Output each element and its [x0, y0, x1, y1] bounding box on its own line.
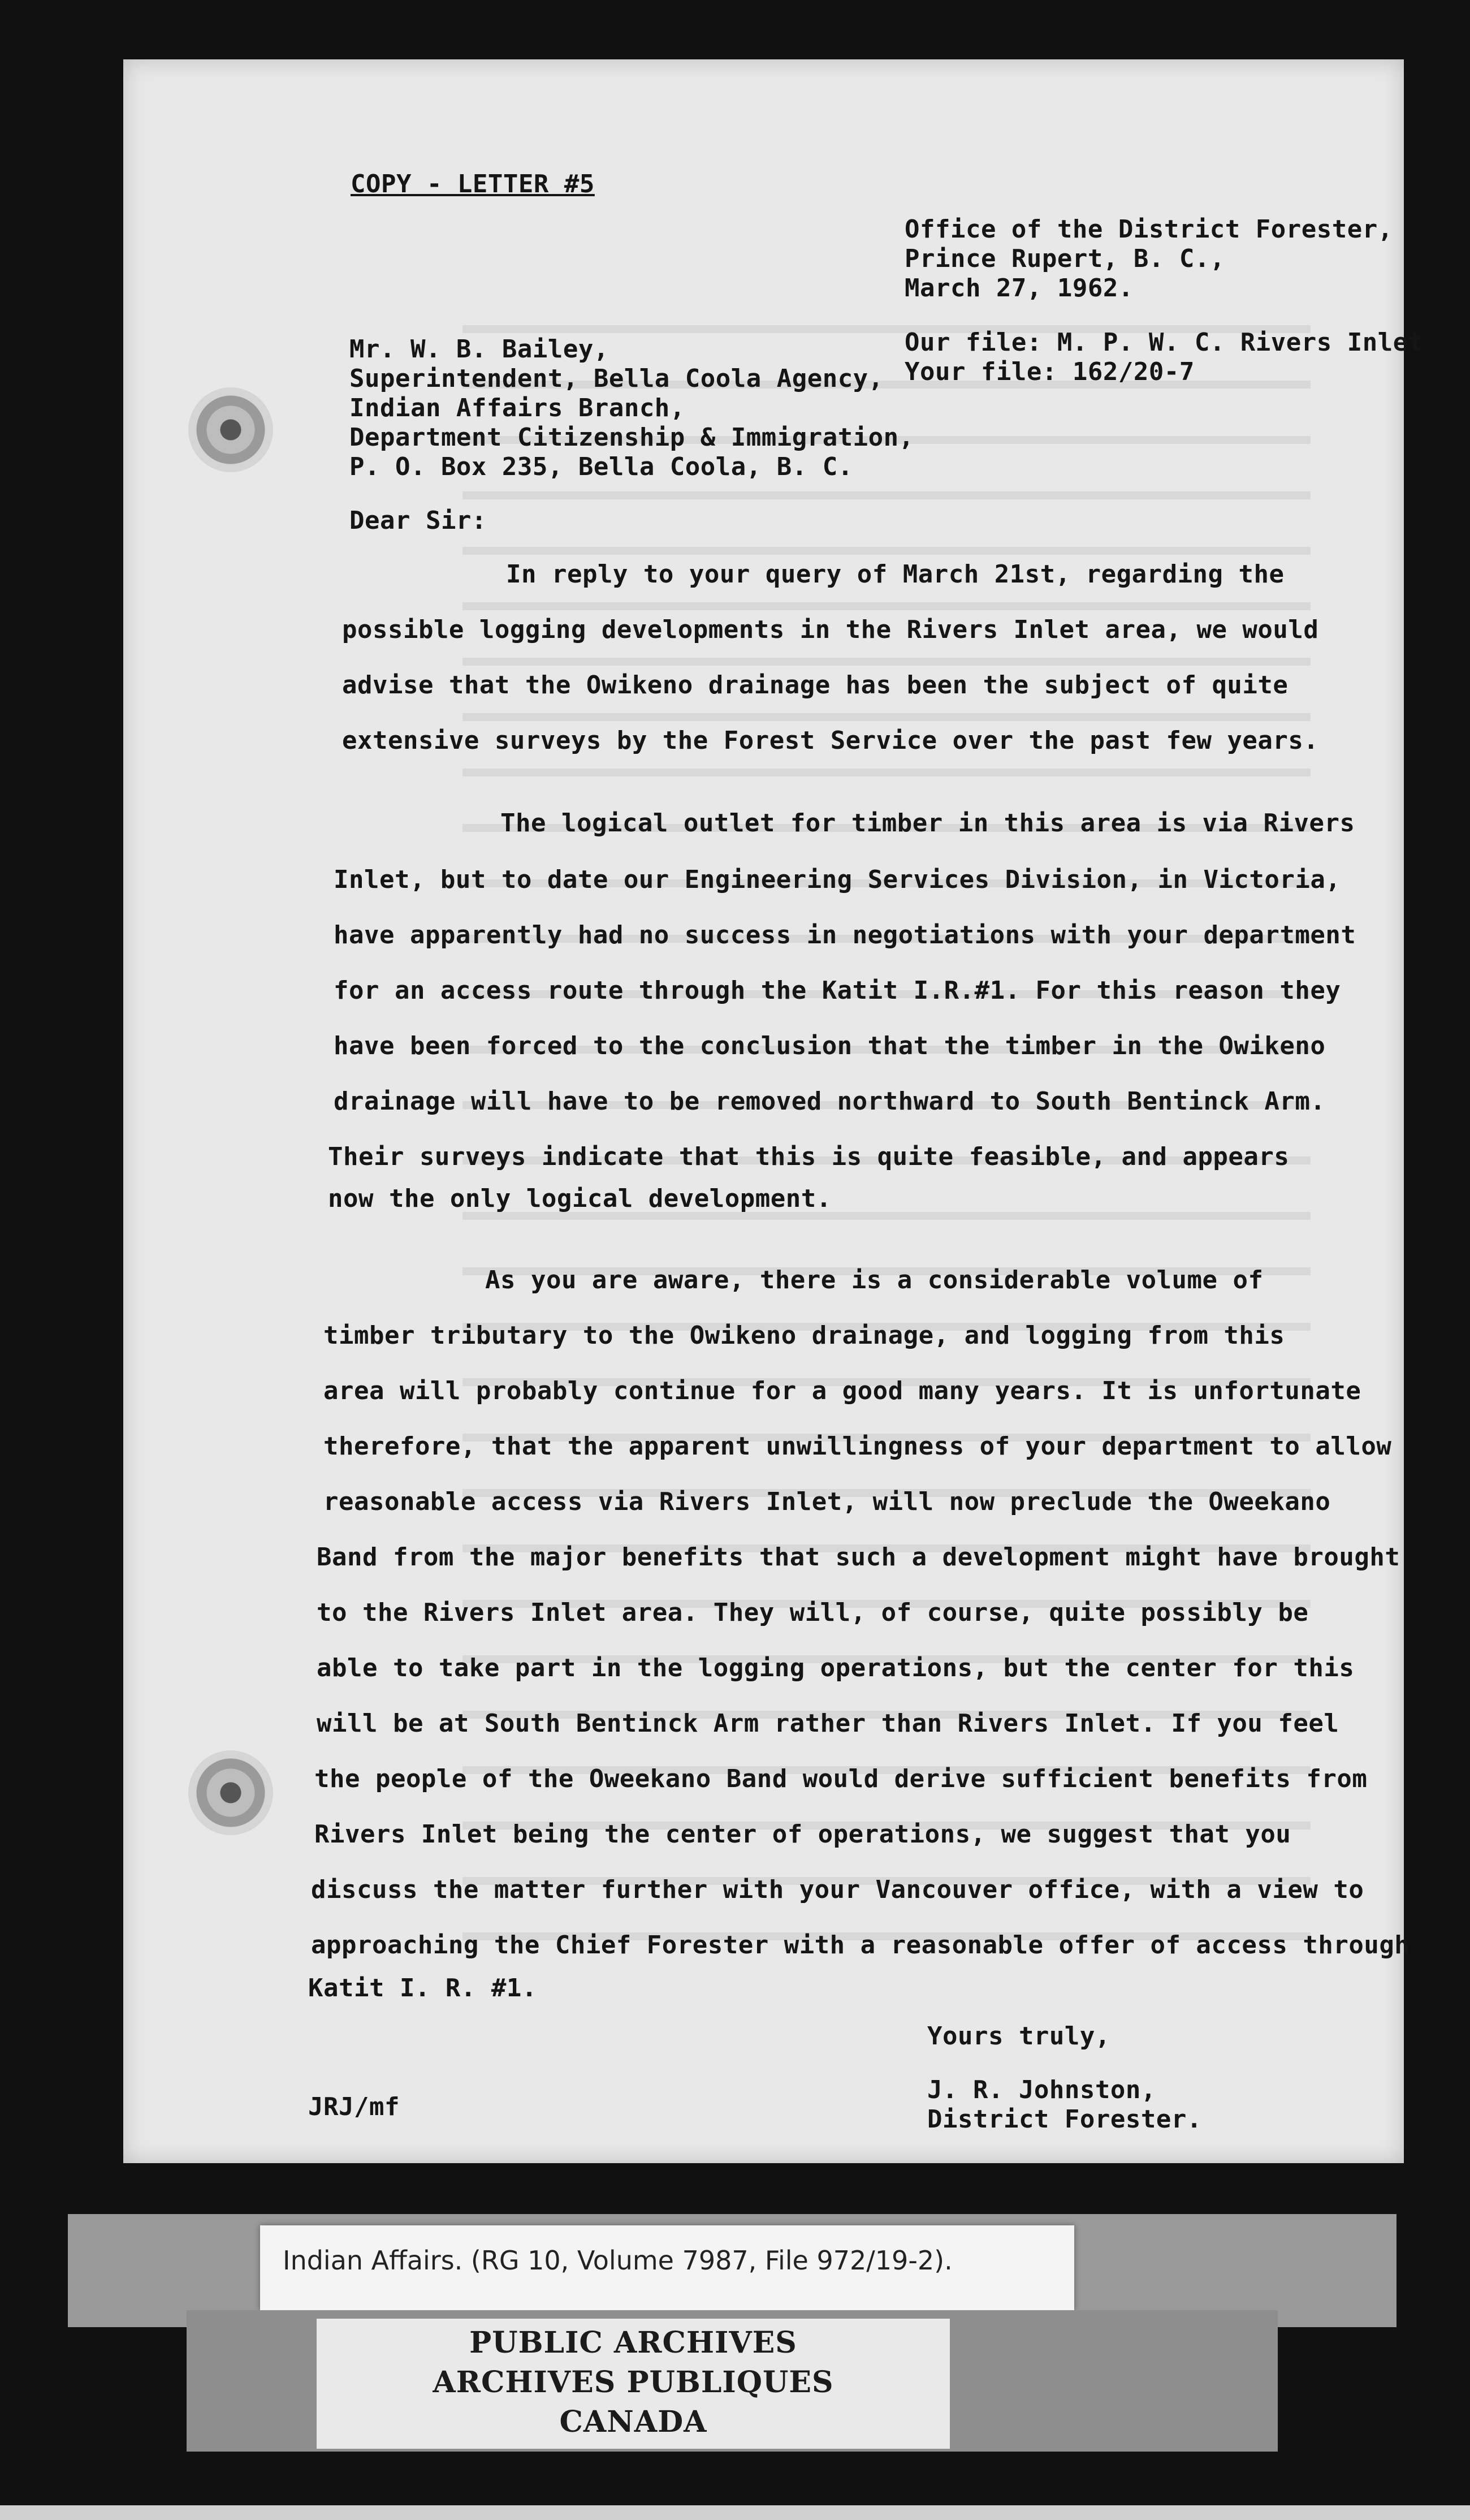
addressee-line: Department Citizenship & Immigration, [349, 423, 914, 452]
body-line: The logical outlet for timber in this area is via Rivers [500, 809, 1355, 838]
signature-name: J. R. Johnston, [927, 2075, 1156, 2104]
body-line: In reply to your query of March 21st, regarding the [506, 560, 1285, 589]
office-line: Office of the District Forester, [905, 215, 1393, 244]
body-line: discuss the matter further with your Vancouver office, with a view to [311, 1875, 1364, 1904]
typist-initials: JRJ/mf [308, 2092, 400, 2121]
body-line: to the Rivers Inlet area. They will, of course, quite possibly be [317, 1598, 1309, 1627]
body-line: possible logging developments in the Rivers Inlet area, we would [342, 615, 1319, 644]
stamp-line-fr: ARCHIVES PUBLIQUES [433, 2365, 834, 2400]
salutation: Dear Sir: [349, 506, 487, 535]
addressee-line: Superintendent, Bella Coola Agency, [349, 364, 884, 393]
body-line: Inlet, but to date our Engineering Services Division, in Victoria, [334, 865, 1341, 894]
addressee-line: Mr. W. B. Bailey, [349, 335, 609, 364]
copy-heading: COPY - LETTER #5 [351, 170, 595, 199]
body-line: Rivers Inlet being the center of operations, we suggest that you [314, 1820, 1291, 1849]
our-file: Our file: M. P. W. C. Rivers Inlet [905, 328, 1424, 357]
addressee-line: Indian Affairs Branch, [349, 394, 685, 422]
body-line: As you are aware, there is a considerable volume of [485, 1266, 1264, 1294]
signature-title: District Forester. [927, 2105, 1202, 2134]
body-line: Their surveys indicate that this is quite feasible, and appears [328, 1142, 1290, 1171]
scan-bottom-edge [0, 2505, 1470, 2520]
body-line: have been forced to the conclusion that the timber in the Owikeno [334, 1032, 1326, 1060]
body-line: timber tributary to the Owikeno drainage, and logging from this [323, 1321, 1285, 1350]
body-line: now the only logical development. [328, 1184, 832, 1213]
body-line: Katit I. R. #1. [308, 1974, 537, 2003]
body-line: have apparently had no success in negotiations with your department [334, 921, 1356, 950]
stamp-line-en: PUBLIC ARCHIVES [469, 2325, 797, 2360]
body-line: drainage will have to be removed northward to South Bentinck Arm. [334, 1087, 1326, 1116]
body-line: Band from the major benefits that such a development might have brought [317, 1543, 1400, 1572]
body-line: able to take part in the logging operations, but the center for this [317, 1654, 1355, 1682]
archive-reference-text: Indian Affairs. (RG 10, Volume 7987, File 972/19-2). [283, 2245, 953, 2276]
body-line: advise that the Owikeno drainage has been the subject of quite [342, 671, 1289, 700]
punch-hole-bottom [188, 1750, 273, 1835]
body-line: extensive surveys by the Forest Service over the past few years. [342, 726, 1319, 755]
body-line: will be at South Bentinck Arm rather than Rivers Inlet. If you feel [317, 1709, 1339, 1738]
office-date: March 27, 1962. [905, 274, 1134, 303]
your-file: Your file: 162/20-7 [905, 357, 1195, 386]
body-line: area will probably continue for a good many years. It is unfortunate [323, 1376, 1361, 1405]
body-line: the people of the Oweekano Band would derive sufficient benefits from [314, 1764, 1368, 1793]
body-line: for an access route through the Katit I.R.#1. For this reason they [334, 976, 1341, 1005]
body-line: therefore, that the apparent unwillingness of your department to allow [323, 1432, 1392, 1461]
closing: Yours truly, [927, 2022, 1110, 2051]
punch-hole-top [188, 387, 273, 472]
stamp-line-country: CANADA [559, 2405, 707, 2439]
public-archives-stamp [317, 2319, 950, 2449]
body-line: approaching the Chief Forester with a reasonable offer of access through [311, 1931, 1410, 1960]
office-line: Prince Rupert, B. C., [905, 244, 1225, 273]
addressee-line: P. O. Box 235, Bella Coola, B. C. [349, 452, 853, 481]
body-line: reasonable access via Rivers Inlet, will now preclude the Oweekano [323, 1487, 1331, 1516]
